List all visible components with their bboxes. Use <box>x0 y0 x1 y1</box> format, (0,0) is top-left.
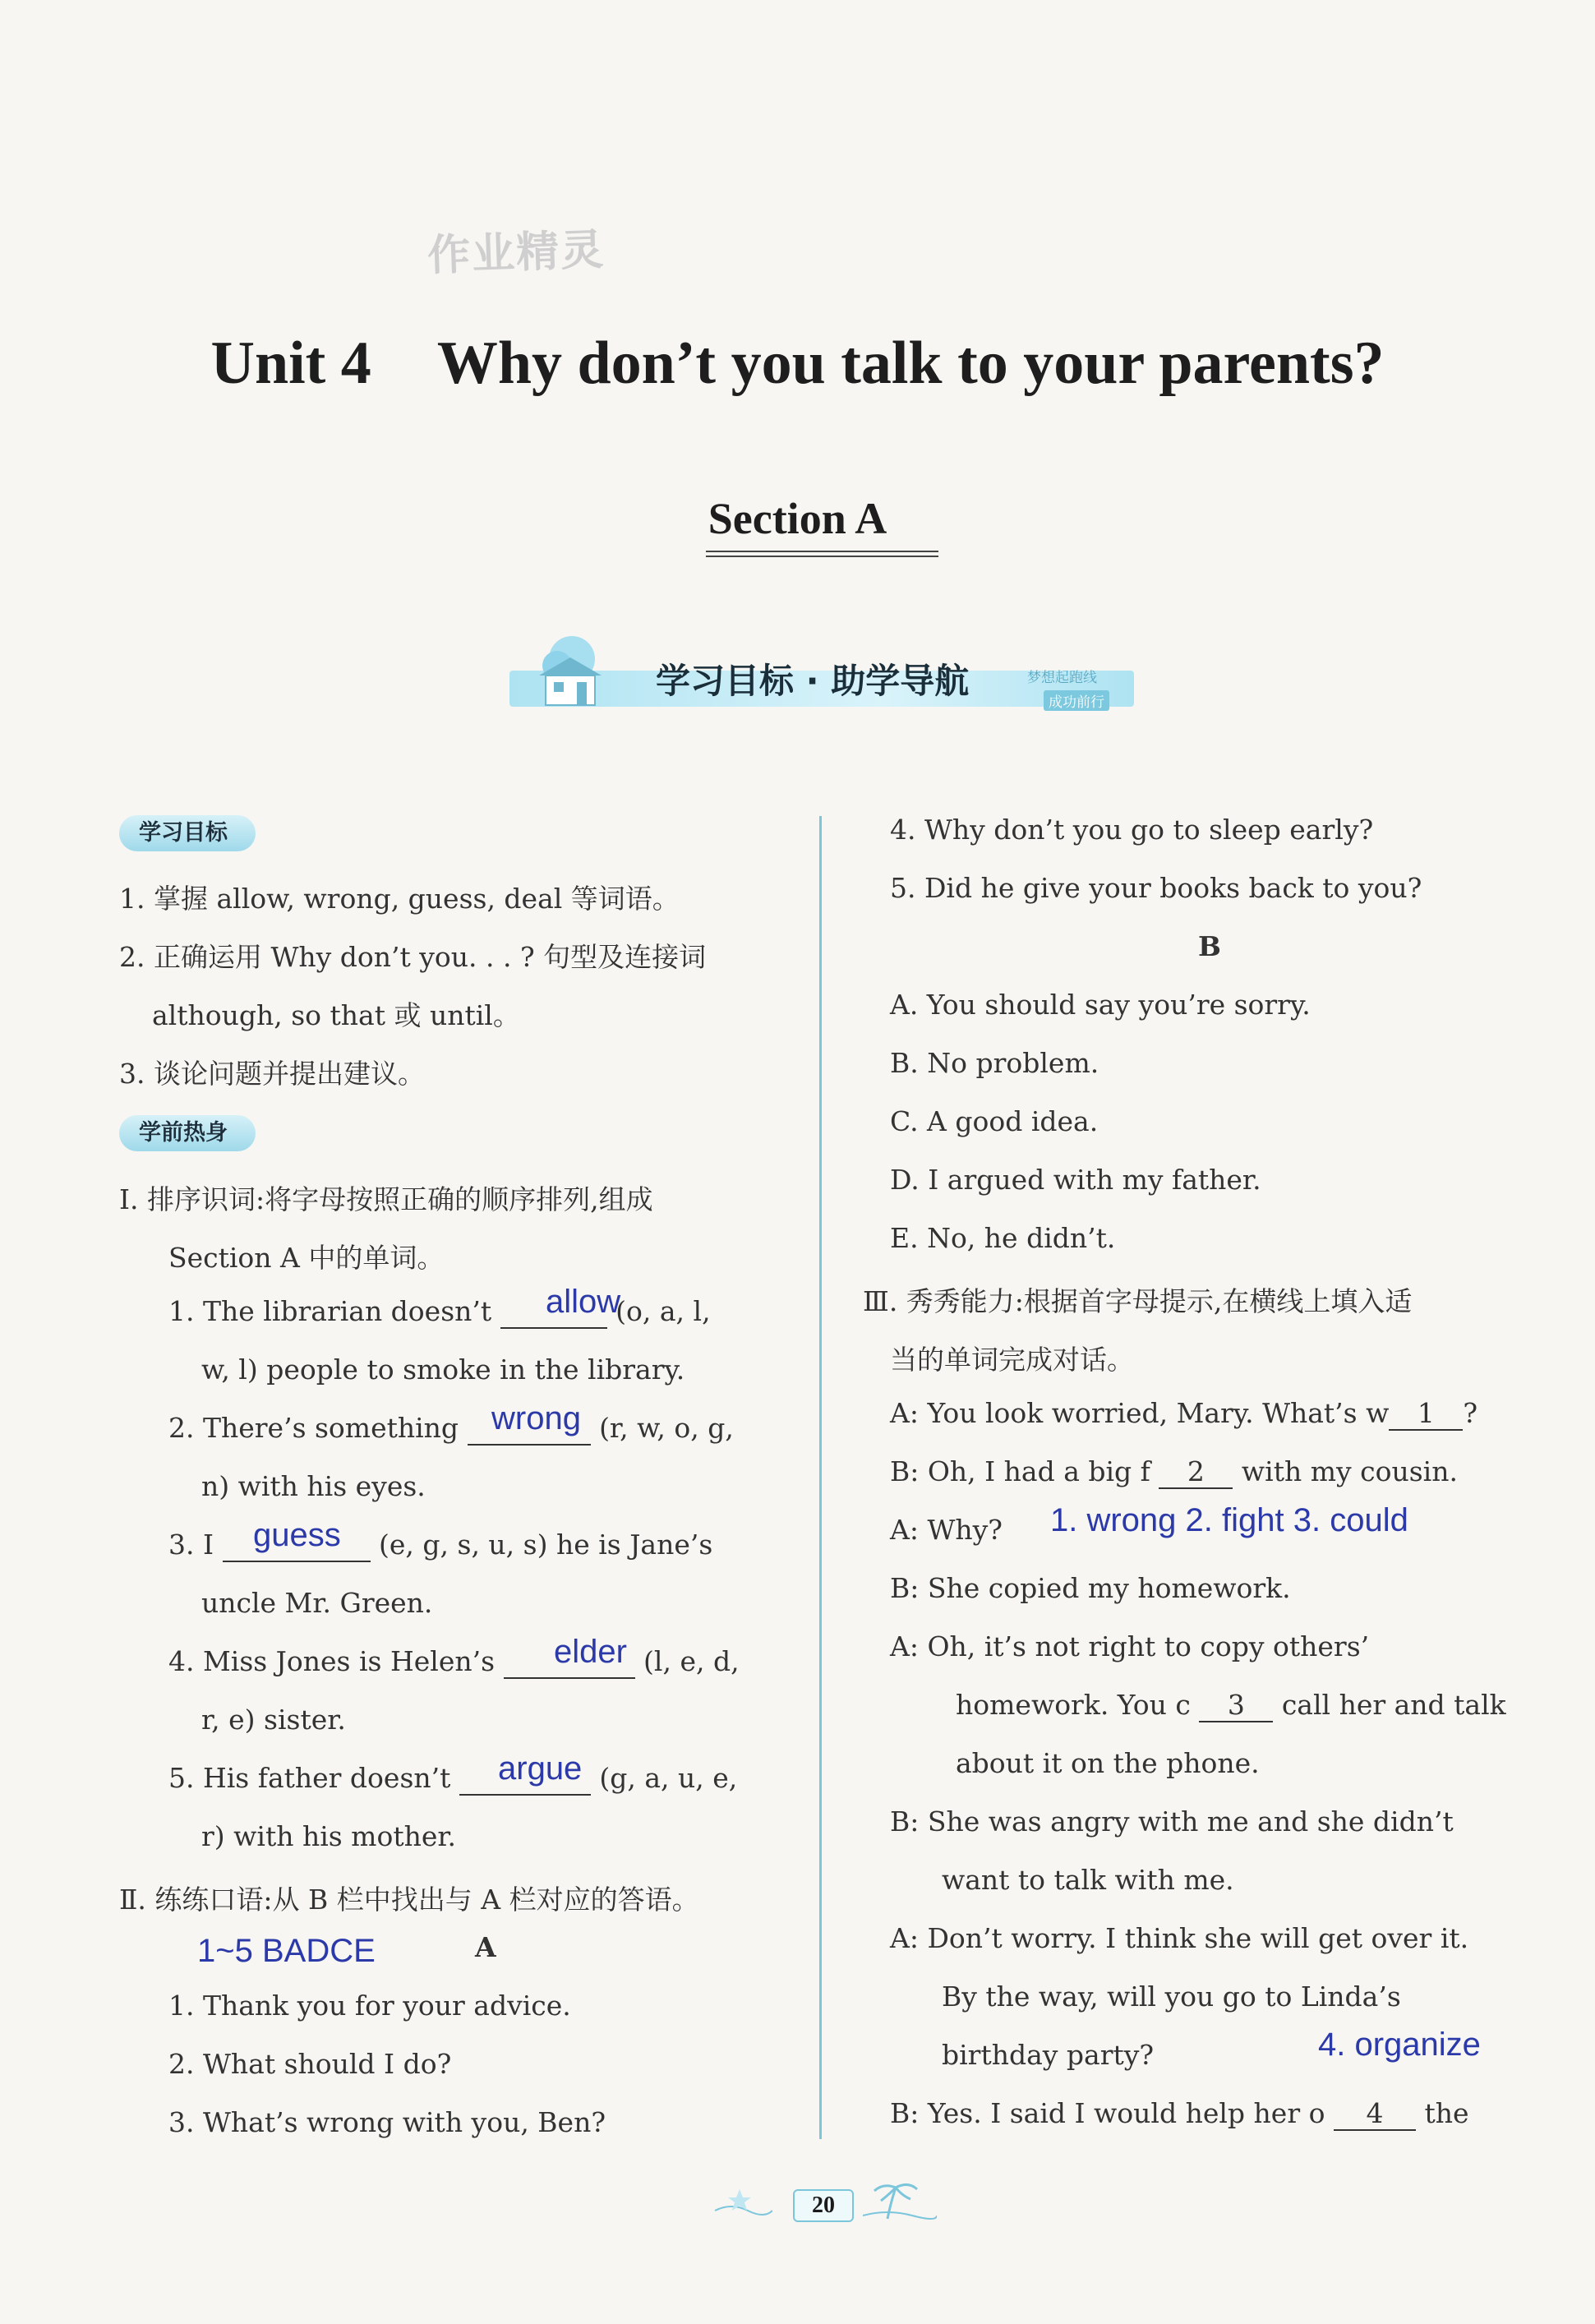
dialogue-line: A: Why? <box>890 1514 1003 1546</box>
item-hint: (l, e, d, <box>643 1645 740 1677</box>
dialogue-line <box>890 2097 1469 2131</box>
dialogue-line: A: Don’t worry. I think she will get over it. <box>890 1922 1469 1954</box>
goal-item: 1. 掌握 allow, wrong, guess, deal 等词语。 <box>119 883 680 915</box>
unit-question: Why don’t you talk to your parents? <box>436 330 1385 397</box>
dialogue-text: B: Oh, I had a big f <box>890 1455 1150 1487</box>
item-continuation: r, e) sister. <box>201 1704 346 1736</box>
answer-blank[interactable]: 2 <box>1159 1455 1233 1489</box>
col-a-item: 5. Did he give your books back to you? <box>890 872 1422 904</box>
answer-blank[interactable]: 3 <box>1199 1689 1273 1722</box>
dialogue-line: about it on the phone. <box>956 1747 1260 1779</box>
item-hint: (e, g, s, u, s) he is Jane’s <box>379 1529 713 1561</box>
goal-item: although, so that 或 until。 <box>152 999 520 1031</box>
tag-study-goals: 学习目标 <box>119 815 256 851</box>
item-continuation: w, l) people to smoke in the library. <box>201 1353 685 1386</box>
column-b-label: B <box>1198 930 1221 962</box>
section-underline-2 <box>706 556 938 557</box>
dialogue-line <box>890 1397 1477 1431</box>
dialogue-text: A: You look worried, Mary. What’s w <box>890 1397 1390 1429</box>
answer-blank[interactable]: 4 <box>1334 2097 1416 2131</box>
item-hint: (o, a, l, <box>615 1295 711 1327</box>
part3-heading: Ⅲ. 秀秀能力:根据首字母提示,在横线上填入适 <box>863 1285 1413 1317</box>
item-hint: (r, w, o, g, <box>599 1412 734 1444</box>
item-text: 1. The librarian doesn’t <box>168 1295 492 1327</box>
col-a-item: 2. What should I do? <box>168 2048 452 2080</box>
dialogue-text: call her and talk <box>1281 1689 1506 1721</box>
handwritten-answer: 4. organize <box>1318 2027 1481 2063</box>
col-a-item: 1. Thank you for your advice. <box>168 1990 571 2022</box>
col-b-item: C. A good idea. <box>890 1105 1099 1137</box>
handwritten-answer: 1. wrong 2. fight 3. could <box>1050 1502 1408 1538</box>
dialogue-line: B: She copied my homework. <box>890 1572 1291 1604</box>
page-number: 20 <box>793 2189 854 2222</box>
house-icon <box>521 633 620 708</box>
item-text: 5. His father doesn’t <box>168 1762 451 1794</box>
section-underline <box>706 551 938 552</box>
item-text: 2. There’s something <box>168 1412 459 1444</box>
col-a-item: 3. What’s wrong with you, Ben? <box>168 2106 606 2138</box>
column-a-label: A <box>475 1931 496 1963</box>
item-hint: (g, a, u, e, <box>599 1762 738 1794</box>
palm-tree-icon <box>863 2179 937 2220</box>
column-divider <box>819 816 822 2139</box>
exercise-item <box>168 1412 734 1446</box>
col-b-item: A. You should say you’re sorry. <box>890 989 1311 1021</box>
starfish-icon <box>707 2186 772 2219</box>
handwritten-answer: wrong <box>491 1400 581 1436</box>
item-text: 4. Miss Jones is Helen’s <box>168 1645 496 1677</box>
dialogue-text: homework. You c <box>956 1689 1191 1721</box>
banner-title: 学习目标 · 助学导航 <box>656 661 970 701</box>
dialogue-line <box>956 1689 1506 1722</box>
dialogue-text: ? <box>1463 1397 1478 1429</box>
tag-warmup: 学前热身 <box>119 1115 256 1151</box>
col-b-item: B. No problem. <box>890 1047 1099 1079</box>
banner-subtitle-2: 成功前行 <box>1044 690 1109 711</box>
handwritten-answer: argue <box>498 1750 583 1787</box>
part1-heading: Section A 中的单词。 <box>168 1242 445 1274</box>
exercise-item <box>168 1645 740 1679</box>
dialogue-line: B: She was angry with me and she didn’t <box>890 1805 1454 1838</box>
dialogue-text: B: Yes. I said I would help her o <box>890 2097 1325 2129</box>
unit-number: Unit 4 <box>210 330 371 397</box>
item-continuation: uncle Mr. Green. <box>201 1587 433 1619</box>
exercise-item <box>168 1529 712 1562</box>
handwritten-answer: 1~5 BADCE <box>197 1933 376 1969</box>
exercise-item <box>168 1295 711 1329</box>
page-footer <box>707 2179 937 2229</box>
dialogue-text: with my cousin. <box>1241 1455 1458 1487</box>
watermark: 作业精灵 <box>426 225 606 281</box>
goal-item: 3. 谈论问题并提出建议。 <box>119 1058 425 1090</box>
answer-blank[interactable]: 1 <box>1389 1397 1463 1431</box>
col-b-item: E. No, he didn’t. <box>890 1222 1116 1254</box>
dialogue-line: want to talk with me. <box>942 1864 1234 1896</box>
item-continuation: n) with his eyes. <box>201 1470 426 1502</box>
item-continuation: r) with his mother. <box>201 1820 457 1852</box>
study-guide-banner <box>509 625 1134 723</box>
unit-title <box>0 329 1595 399</box>
handwritten-answer: guess <box>253 1517 341 1553</box>
dialogue-line <box>890 1455 1458 1489</box>
part3-heading: 当的单词完成对话。 <box>890 1344 1134 1376</box>
item-text: 3. I <box>168 1529 214 1561</box>
col-b-item: D. I argued with my father. <box>890 1164 1261 1196</box>
part2-heading: Ⅱ. 练练口语:从 B 栏中找出与 A 栏对应的答语。 <box>119 1884 699 1916</box>
dialogue-line: By the way, will you go to Linda’s <box>942 1980 1401 2013</box>
part1-heading: Ⅰ. 排序识词:将字母按照正确的顺序排列,组成 <box>119 1183 653 1215</box>
handwritten-answer: allow <box>546 1284 621 1320</box>
section-title: Section A <box>708 494 887 543</box>
banner-subtitle: 梦想起跑线 <box>1027 670 1097 686</box>
goal-item: 2. 正确运用 Why don’t you. . . ? 句型及连接词 <box>119 941 707 973</box>
dialogue-line: A: Oh, it’s not right to copy others’ <box>890 1630 1370 1662</box>
col-a-item: 4. Why don’t you go to sleep early? <box>890 814 1374 846</box>
exercise-item <box>168 1762 737 1796</box>
dialogue-line: birthday party? <box>942 2039 1155 2071</box>
dialogue-text: the <box>1424 2097 1469 2129</box>
handwritten-answer: elder <box>554 1634 627 1670</box>
